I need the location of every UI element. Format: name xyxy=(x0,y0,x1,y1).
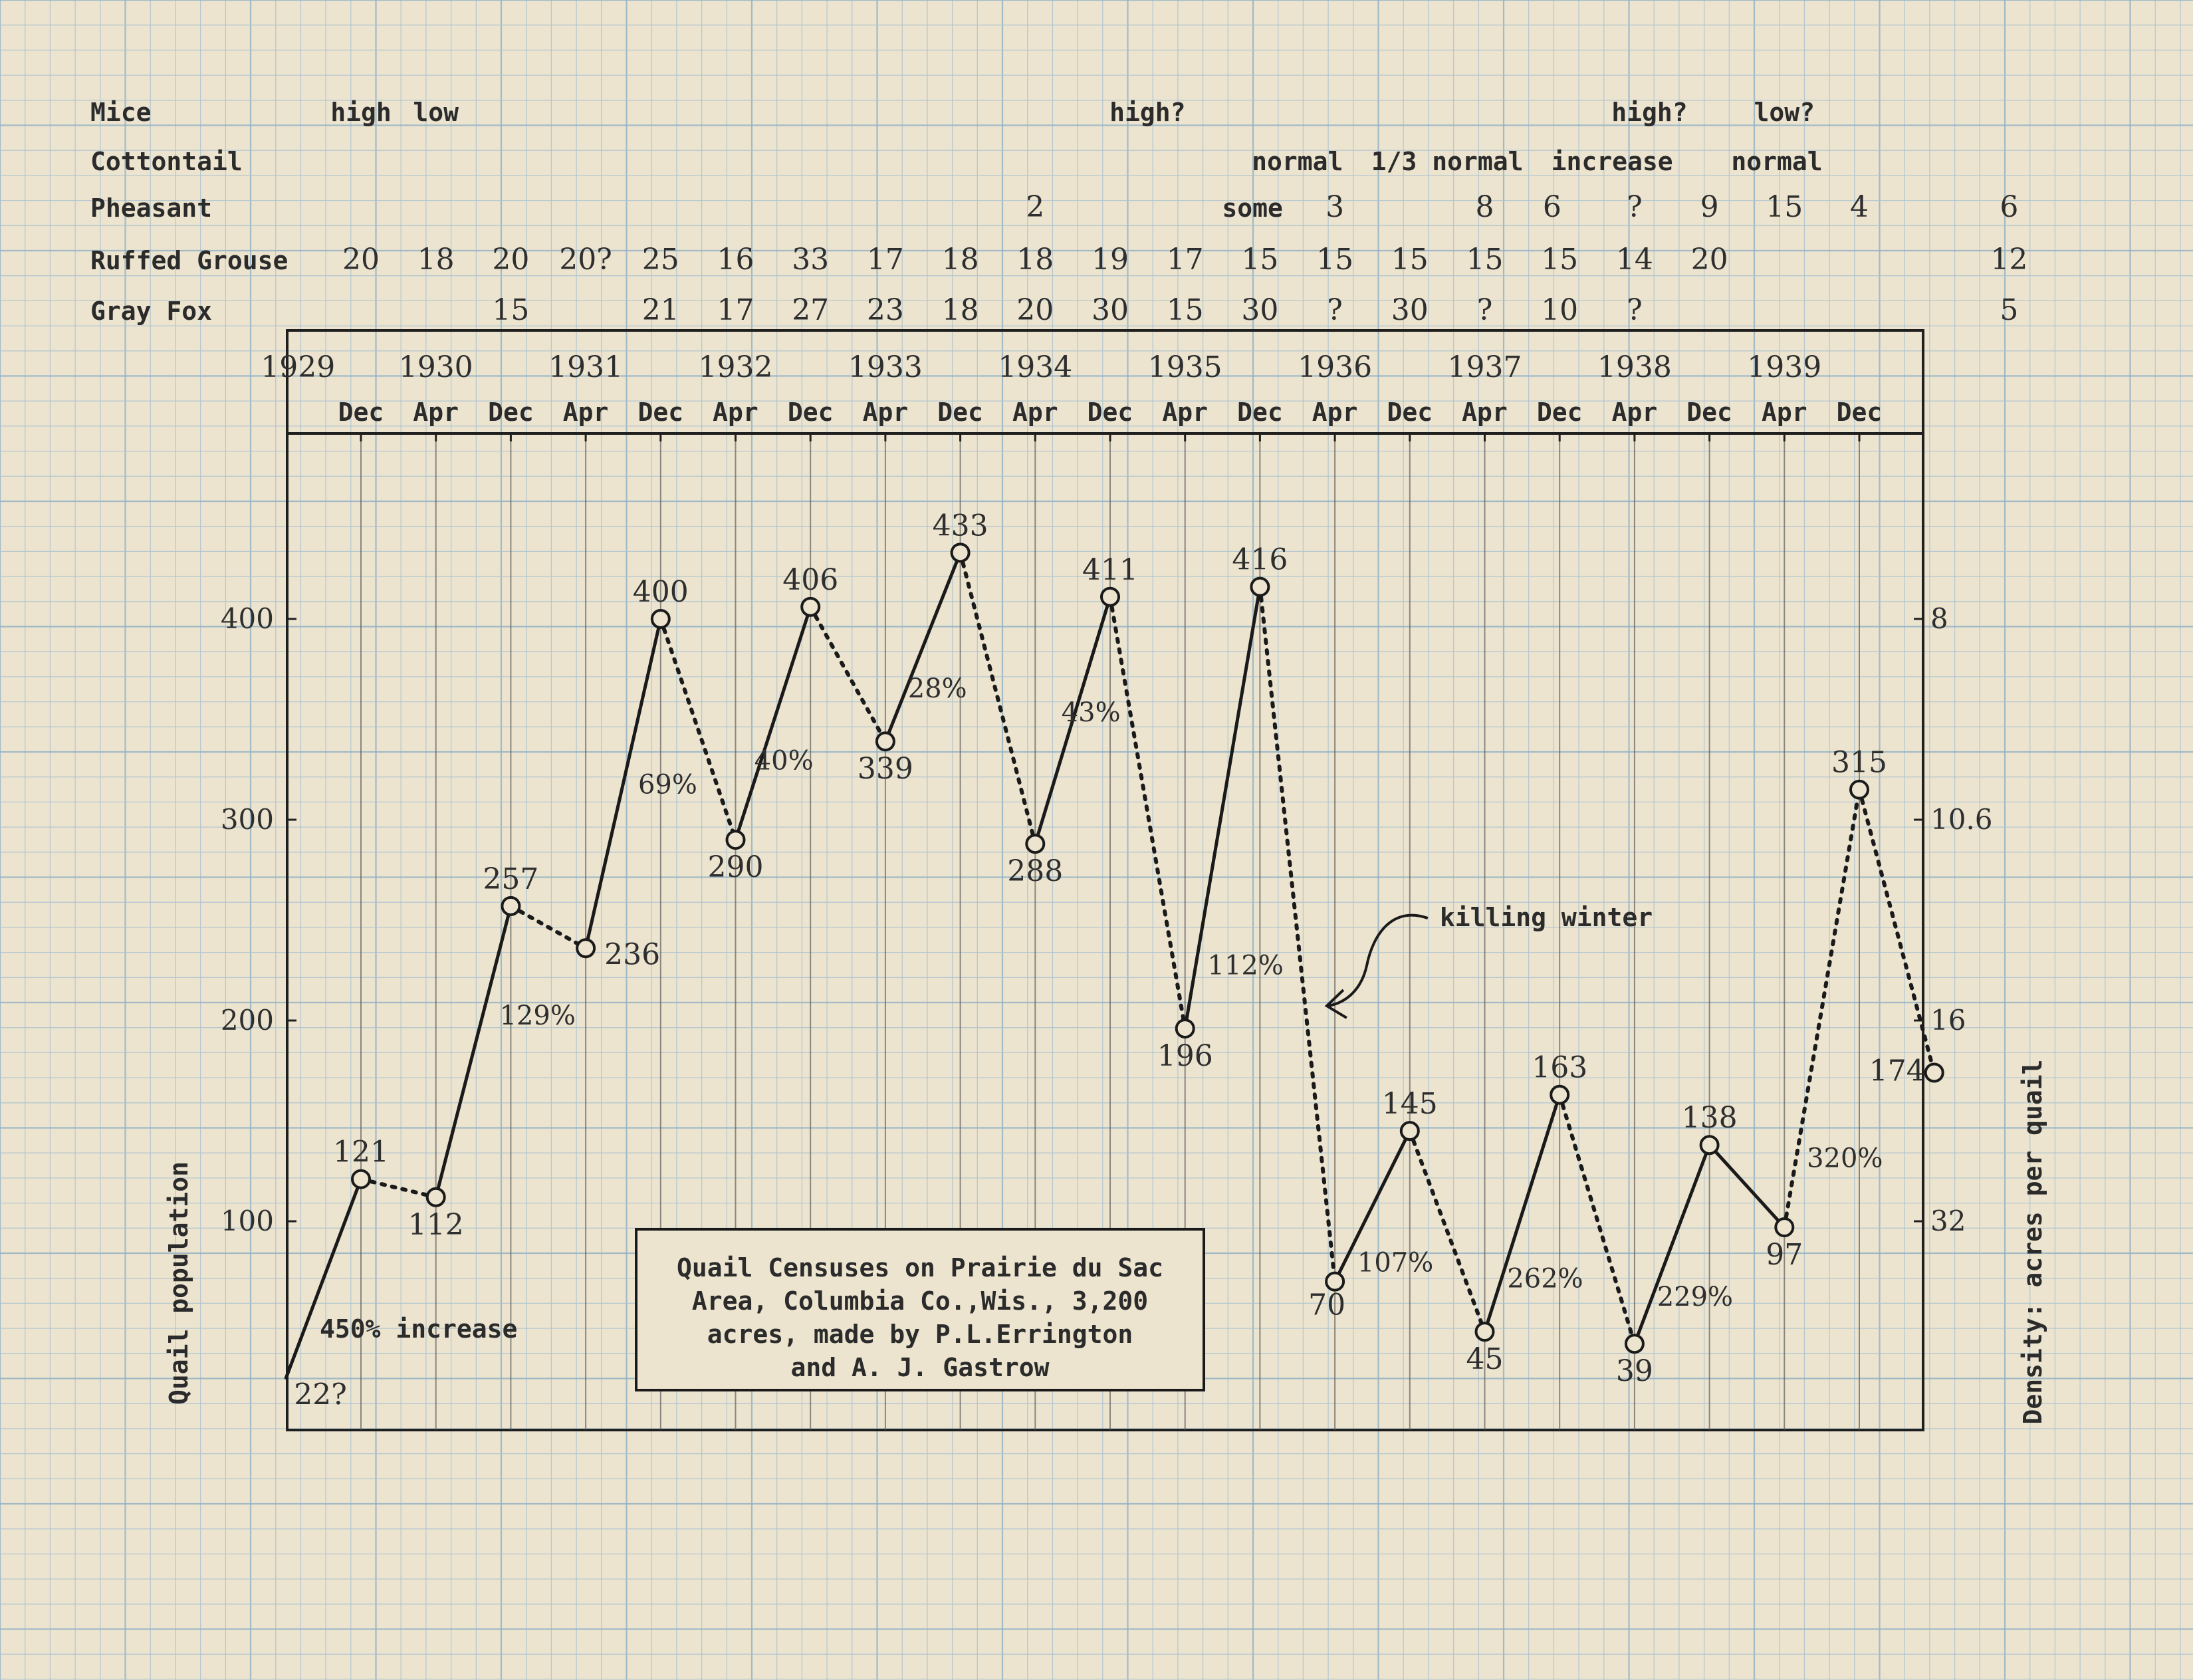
year-label: 1938 xyxy=(1597,350,1672,384)
data-label: 174 xyxy=(1869,1054,1925,1088)
percent-annotation: 107% xyxy=(1357,1247,1434,1278)
data-label: 315 xyxy=(1831,745,1887,780)
data-point xyxy=(1851,781,1868,798)
data-point xyxy=(1701,1136,1718,1153)
series-segment xyxy=(885,552,961,741)
row-label-cottontail: Cottontail xyxy=(90,147,243,176)
percent-annotation: 320% xyxy=(1807,1143,1883,1174)
row-value: 15 xyxy=(1766,190,1803,224)
y-right-tick-label: 10.6 xyxy=(1930,803,1993,836)
y-right-tick-label: 16 xyxy=(1930,1004,1966,1036)
row-value: 18 xyxy=(941,243,979,277)
row-value: 20 xyxy=(342,243,380,277)
row-value: low? xyxy=(1754,98,1815,127)
y-tick-label: 100 xyxy=(220,1205,274,1237)
series-segment xyxy=(961,552,1036,844)
row-value: 15 xyxy=(1316,243,1354,277)
row-value: 8 xyxy=(1475,190,1494,224)
y-right-axis-title: Density: acres per quail xyxy=(2018,1059,2047,1425)
killing-winter-note: killing winter xyxy=(1439,903,1653,933)
row-value: 17 xyxy=(717,293,754,327)
series-segment xyxy=(1559,1095,1635,1344)
data-point xyxy=(1026,835,1044,852)
data-label: 411 xyxy=(1082,552,1138,587)
year-label: 1933 xyxy=(848,350,923,384)
year-label: 1934 xyxy=(998,350,1073,384)
data-point xyxy=(502,898,519,915)
data-point xyxy=(1401,1122,1419,1140)
title-line: Quail Censuses on Prairie du Sac xyxy=(676,1253,1164,1282)
row-value: 15 xyxy=(492,293,530,327)
y-right-tick-label: 32 xyxy=(1930,1205,1966,1237)
row-value: 17 xyxy=(1166,243,1204,277)
year-label: 1936 xyxy=(1298,350,1373,384)
row-value: 21 xyxy=(641,293,679,327)
data-label: 22? xyxy=(294,1378,347,1412)
data-label: 433 xyxy=(932,509,988,543)
year-label: 1935 xyxy=(1147,350,1222,384)
month-label: Apr xyxy=(1012,398,1058,427)
month-label: Apr xyxy=(562,398,609,427)
data-point xyxy=(952,544,969,561)
row-value: 14 xyxy=(1615,243,1653,277)
row-value: normal xyxy=(1731,147,1823,176)
series-segment xyxy=(1260,587,1335,1282)
year-label: 1931 xyxy=(548,350,624,384)
row-value: 15 xyxy=(1166,293,1204,327)
month-label: Dec xyxy=(338,398,384,427)
row-value: 12 xyxy=(1990,243,2028,277)
data-point xyxy=(1926,1064,1943,1082)
y-axis-title: Quail population xyxy=(164,1161,193,1405)
row-value: 15 xyxy=(1391,243,1429,277)
data-point xyxy=(1551,1086,1568,1104)
data-label: 288 xyxy=(1007,854,1064,889)
data-point xyxy=(1776,1219,1793,1236)
row-value: high xyxy=(330,98,392,127)
y-right-tick-label: 8 xyxy=(1930,602,1948,635)
month-label: Apr xyxy=(1761,398,1807,427)
row-value: 4 xyxy=(1850,190,1869,224)
chart-title-box xyxy=(636,1229,1204,1390)
data-label: 45 xyxy=(1466,1342,1504,1377)
row-value: 30 xyxy=(1092,293,1129,327)
data-label: 339 xyxy=(857,752,913,786)
series-segment xyxy=(1410,1131,1485,1332)
percent-annotation: 129% xyxy=(499,1001,576,1032)
row-value: 19 xyxy=(1092,243,1129,277)
month-label: Apr xyxy=(713,398,758,427)
percent-annotation: 112% xyxy=(1207,950,1284,981)
row-value: 20 xyxy=(1016,293,1054,327)
row-value: 15 xyxy=(1241,243,1279,277)
month-label: Apr xyxy=(862,398,909,427)
data-point xyxy=(577,939,594,957)
row-label-pheasant: Pheasant xyxy=(90,193,213,223)
row-value: some xyxy=(1222,193,1283,223)
y-tick-label: 300 xyxy=(220,803,274,836)
row-value: ? xyxy=(1627,293,1643,327)
row-label-gray-fox: Gray Fox xyxy=(90,297,213,326)
row-value: ? xyxy=(1327,293,1343,327)
data-label: 145 xyxy=(1381,1087,1438,1122)
title-line: and A. J. Gastrow xyxy=(790,1353,1050,1382)
y-tick-label: 200 xyxy=(220,1004,274,1036)
month-label: Dec xyxy=(1237,398,1283,427)
data-label: 257 xyxy=(483,862,539,896)
row-value: 33 xyxy=(792,243,830,277)
row-value: 2 xyxy=(1026,190,1045,224)
data-point xyxy=(352,1171,370,1188)
row-value: 1/3 normal xyxy=(1371,147,1524,176)
row-value: increase xyxy=(1551,147,1673,176)
row-value: 20 xyxy=(1690,243,1728,277)
row-value: 5 xyxy=(2000,293,2019,327)
data-label: 121 xyxy=(333,1135,389,1169)
row-value: ? xyxy=(1476,293,1493,327)
row-value: 30 xyxy=(1391,293,1429,327)
row-value: 16 xyxy=(717,243,754,277)
month-label: Apr xyxy=(1611,398,1658,427)
row-value: 25 xyxy=(641,243,679,277)
row-value: 27 xyxy=(792,293,830,327)
data-point xyxy=(1251,578,1268,596)
data-point xyxy=(1626,1335,1643,1352)
row-value: 9 xyxy=(1700,190,1719,224)
data-point xyxy=(427,1189,445,1206)
data-label: 138 xyxy=(1681,1101,1738,1136)
row-value: 30 xyxy=(1241,293,1279,327)
data-label: 163 xyxy=(1532,1050,1588,1085)
row-value: normal xyxy=(1252,147,1343,176)
row-label-mice: Mice xyxy=(90,98,152,127)
title-line: Area, Columbia Co.,Wis., 3,200 xyxy=(691,1286,1149,1316)
row-value: 15 xyxy=(1541,243,1579,277)
percent-annotation: 43% xyxy=(1061,697,1121,729)
data-label: 196 xyxy=(1157,1039,1213,1074)
month-label: Dec xyxy=(1387,398,1433,427)
year-label: 1932 xyxy=(698,350,773,384)
data-label: 406 xyxy=(782,562,839,597)
data-label: 400 xyxy=(632,575,689,609)
species-header xyxy=(90,98,2027,327)
month-label: Dec xyxy=(1087,398,1133,427)
percent-annotation: 28% xyxy=(907,673,967,704)
y-tick-label: 400 xyxy=(220,602,274,635)
data-point xyxy=(1476,1323,1494,1340)
row-value: 18 xyxy=(1016,243,1054,277)
series-segment xyxy=(436,906,511,1197)
row-value: 20? xyxy=(559,243,612,277)
percent-annotation: 229% xyxy=(1657,1281,1734,1312)
year-label: 1937 xyxy=(1447,350,1522,384)
data-point xyxy=(1101,588,1119,606)
data-point xyxy=(877,733,894,750)
percent-annotation: 262% xyxy=(1507,1263,1583,1294)
data-point xyxy=(652,610,669,628)
row-value: low xyxy=(413,98,459,127)
series-segment xyxy=(736,607,811,840)
row-value: 20 xyxy=(492,243,530,277)
month-label: Dec xyxy=(1536,398,1583,427)
month-label: Apr xyxy=(1312,398,1358,427)
month-label: Dec xyxy=(488,398,534,427)
series-segment xyxy=(1485,1095,1560,1332)
row-value: ? xyxy=(1627,190,1643,224)
series-segment xyxy=(361,1179,436,1197)
row-value: high? xyxy=(1611,98,1688,127)
title-line: acres, made by P.L.Errington xyxy=(707,1320,1133,1349)
row-value: 6 xyxy=(1542,190,1561,224)
data-label: 290 xyxy=(707,850,764,885)
series-segment xyxy=(1635,1145,1710,1344)
data-label: 39 xyxy=(1615,1354,1653,1389)
data-label: 97 xyxy=(1766,1238,1803,1272)
percent-annotation: 69% xyxy=(637,769,697,800)
month-label: Apr xyxy=(1462,398,1508,427)
series-segment xyxy=(1110,597,1185,1028)
row-value: 18 xyxy=(941,293,979,327)
month-label: Dec xyxy=(937,398,983,427)
data-label: 70 xyxy=(1308,1288,1346,1322)
row-value: 17 xyxy=(866,243,904,277)
month-label: Dec xyxy=(787,398,834,427)
month-label: Dec xyxy=(637,398,684,427)
data-label: 236 xyxy=(604,937,661,972)
month-label: Dec xyxy=(1686,398,1732,427)
percent-annotation: 450% increase xyxy=(320,1314,518,1344)
row-value: 18 xyxy=(417,243,455,277)
data-point xyxy=(727,831,745,848)
year-label: 1939 xyxy=(1747,350,1822,384)
row-value: 3 xyxy=(1326,190,1345,224)
data-label: 416 xyxy=(1232,542,1288,577)
row-value: high? xyxy=(1109,98,1186,127)
month-label: Apr xyxy=(413,398,459,427)
data-point xyxy=(1177,1020,1194,1037)
month-label: Apr xyxy=(1162,398,1209,427)
data-label: 112 xyxy=(407,1207,464,1242)
month-label: Dec xyxy=(1836,398,1883,427)
year-label: 1930 xyxy=(398,350,473,384)
year-label: 1929 xyxy=(261,350,336,384)
series-segment xyxy=(1710,1145,1785,1227)
row-value: 15 xyxy=(1466,243,1504,277)
row-label-ruffed-grouse: Ruffed Grouse xyxy=(90,246,289,275)
row-value: 23 xyxy=(866,293,904,327)
row-value: 6 xyxy=(2000,190,2019,224)
percent-annotation: 40% xyxy=(754,745,814,777)
row-value: 10 xyxy=(1541,293,1579,327)
data-point xyxy=(802,598,819,616)
